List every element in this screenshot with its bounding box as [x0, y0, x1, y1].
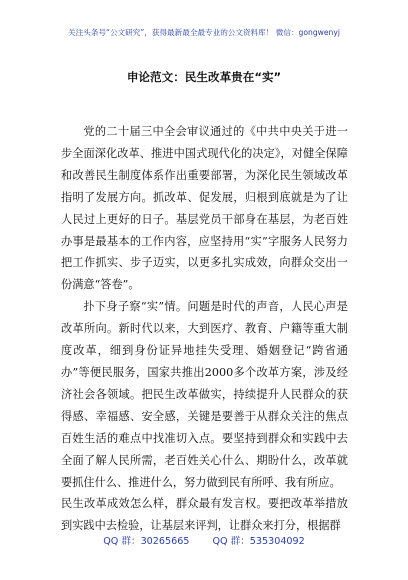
header-note: 关注头条号“公文研究”，获得最新最全最专业的公文资料库！ 微信：gongwenyj [68, 28, 340, 37]
paragraph: 扑下身子察“实”情。问题是时代的声音，人民心声是改革所向。新时代以来，大到医疗、教育、户籍等重大制度改革，细到身份证异地挂失受理、婚姻登记“跨省通办”等便民服务，国家共推出2000多个改革方案，涉及经济社会各领域。把民生改革做实，持续提升人民群众的获得感、幸福感、安全感，关键是要善于从群众关注的焦点百姓生活的难点中找准切入点。要坚持到群众和实践中去全面了解人民所需，老百姓关心什么、期盼什么，改革就要抓住什么、推进什么，努力做到民有所呼、我有所应。 [61, 300, 348, 489]
page-title: 申论范文：民生改革贵在“实” [126, 70, 282, 84]
footer [0, 533, 408, 547]
paragraph: 民生改革成效怎么样，群众最有发言权。要把改革举措放到实践中去检验，让基层来评判，让群众来打分，根据群 [61, 497, 348, 533]
article-body [61, 121, 348, 537]
paragraph: 党的二十届三中全会审议通过的《中共中央关于进一步全面深化改革、推进中国式现代化的决定》，对健全保障和改善民生制度体系作出重要部署，为深化民生领域改革指明了发展方向。抓改革、促发展，归根到底就是为了让人民过上更好的日子。基层党员干部身在基层，为老百姓办事是最基本的工作内容，应坚持用“实”字服务人民努力把工作抓实、步子迈实，以更多扎实成效，向群众交出一份满意“答卷”。 [61, 125, 348, 292]
footer-qq-group-2: QQ 群：535304092 [212, 536, 305, 547]
footer-qq-group-1: QQ 群：30265665 [103, 536, 190, 547]
